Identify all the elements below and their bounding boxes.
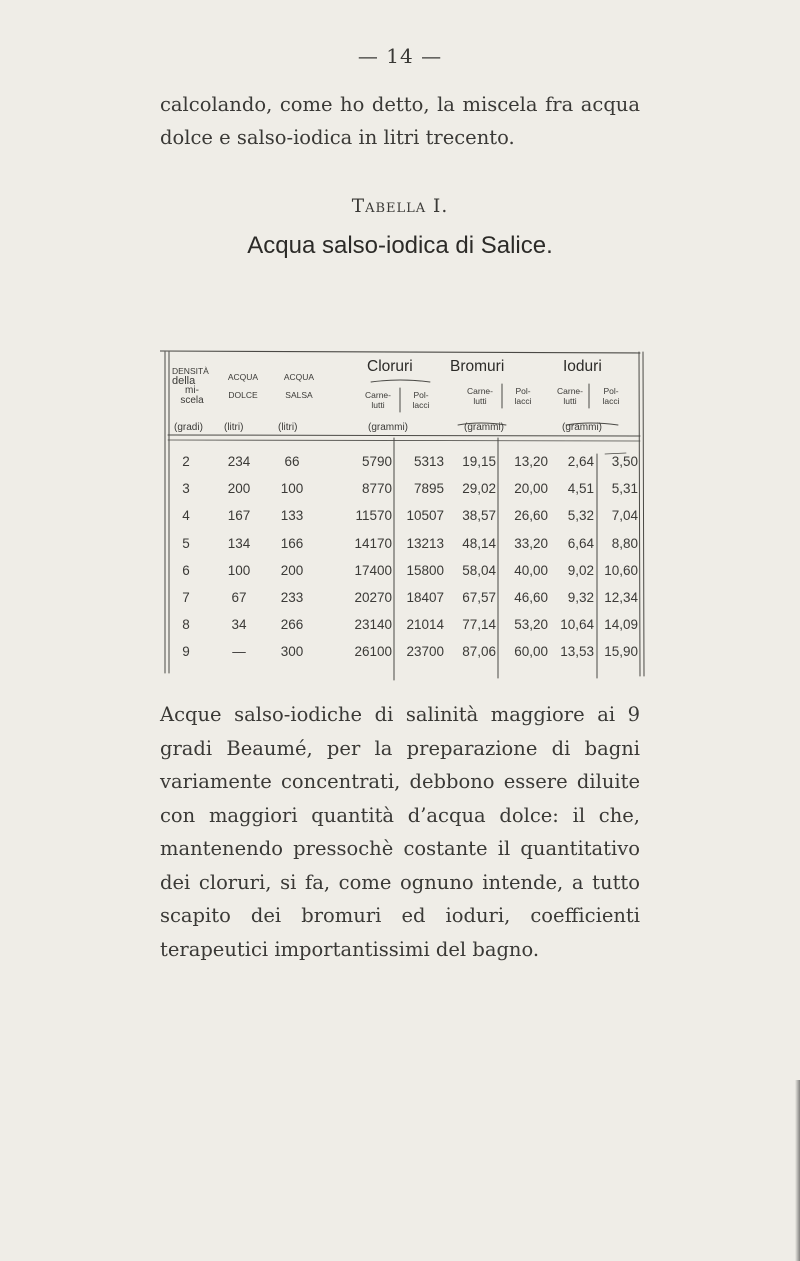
table-cell: 34 xyxy=(231,617,247,633)
table-cell: 67,57 xyxy=(462,590,496,605)
table-cell: 5790 xyxy=(361,454,392,469)
header-densita-line1: DENSITÀ xyxy=(172,366,209,376)
table-cell: 26,60 xyxy=(514,508,548,524)
table-cell: 4,51 xyxy=(567,481,594,497)
header-bromuri-carnefutti-line2: lutti xyxy=(473,396,487,406)
header-densita-unit: (gradi) xyxy=(174,422,203,433)
table-cell: 233 xyxy=(280,590,304,605)
table-cell: 46,60 xyxy=(514,590,548,605)
page-number: — 14 — xyxy=(357,44,443,68)
body-paragraph: Acque salso-iodiche di salinità maggiore ai 9 gradi Beaumé, per la preparazione di bagni variamente concentrati, debbono essere diluite con maggiori quantità d’acqua dolce: il che, mantenendo pressochè costante il quantitativo dei cloruri, si fa, come ognuno intende, a tutto scapito dei bromuri ed ioduri, coefficienti terapeutici importantissimi del bagno. xyxy=(160,703,640,961)
header-bromuri-pollacci xyxy=(508,386,538,406)
table-cell: 134 xyxy=(227,535,251,551)
table-cell: 5313 xyxy=(413,454,444,469)
table-cell: 13,20 xyxy=(514,454,548,469)
table-cell: 18407 xyxy=(406,590,444,605)
table-cell: 21014 xyxy=(406,617,444,633)
table-cell: 2 xyxy=(182,454,190,469)
header-densita-line4: scela xyxy=(180,395,204,406)
table-cell: 60,00 xyxy=(514,644,548,660)
table-cell: 167 xyxy=(227,508,251,524)
table-cell: 14,09 xyxy=(604,617,638,633)
table-cell: 3 xyxy=(182,481,190,497)
table-cell: 100 xyxy=(227,562,251,578)
header-acqua-dolce xyxy=(222,372,264,400)
table-cell: 15800 xyxy=(406,562,444,578)
table-cell: 40,00 xyxy=(514,562,548,578)
table-cell: 9 xyxy=(182,644,190,660)
table-cell: 6 xyxy=(182,562,190,578)
table-cell: 48,14 xyxy=(462,535,496,551)
header-acqua-dolce-line1: ACQUA xyxy=(227,372,259,382)
table-cell: 8770 xyxy=(361,481,392,497)
header-bromuri-pollacci-line2: lacci xyxy=(514,396,532,406)
table-cell: 266 xyxy=(280,617,304,633)
table-cell: 58,04 xyxy=(462,562,496,578)
intro-text: calcolando, come ho detto, la miscela fra acqua dolce e salso-iodica in litri trecento. xyxy=(160,93,640,149)
data-table xyxy=(160,268,648,686)
header-acqua-dolce-unit: (litri) xyxy=(224,422,244,433)
table-cell: 10507 xyxy=(406,508,444,524)
table-cell: 9,32 xyxy=(567,590,594,605)
table-cell: 67 xyxy=(231,590,247,605)
table-cell: 2,64 xyxy=(567,454,594,469)
table-cell: 10,64 xyxy=(560,617,594,633)
header-cloruri-pollacci-line2: lacci xyxy=(412,400,430,410)
table-cell: 8 xyxy=(182,617,190,633)
table-cell: 26100 xyxy=(354,644,392,660)
table-cell: 77,14 xyxy=(462,617,496,633)
header-ioduri-pollacci xyxy=(596,386,626,406)
table-cell: 29,02 xyxy=(462,481,496,497)
header-bromuri: Bromuri xyxy=(450,358,505,375)
header-ioduri-pollacci-line1: Pol- xyxy=(603,386,619,396)
header-cloruri-carnefutti-line2: lutti xyxy=(371,400,385,410)
table-cell: 10,60 xyxy=(604,562,638,578)
table-cell: 19,15 xyxy=(462,454,496,469)
header-cloruri-carnefutti xyxy=(360,390,396,410)
header-acqua-salsa xyxy=(278,372,320,400)
header-densita xyxy=(172,366,212,406)
header-acqua-salsa-line2: SALSA xyxy=(285,390,313,400)
table-cell: 133 xyxy=(280,508,304,524)
header-ioduri-carnefutti-line2: lutti xyxy=(563,396,577,406)
table-cell: 15,90 xyxy=(604,644,638,660)
table-cell: 20,00 xyxy=(514,481,548,497)
header-ioduri-carnefutti xyxy=(552,386,588,406)
table-cell: 14170 xyxy=(354,535,392,551)
table-cell: 300 xyxy=(280,644,304,660)
table-cell: 200 xyxy=(227,481,251,497)
table-cell: 8,80 xyxy=(611,535,638,551)
table-cell: 4 xyxy=(182,508,190,524)
header-ioduri: Ioduri xyxy=(563,358,602,375)
header-bromuri-pollacci-line1: Pol- xyxy=(515,386,531,396)
table-cell: 23140 xyxy=(354,617,392,633)
table-cell: 5 xyxy=(182,535,190,551)
header-ioduri-pollacci-line2: lacci xyxy=(602,396,620,406)
table-cell: 23700 xyxy=(406,644,444,660)
table-cell: — xyxy=(232,644,246,660)
table-cell: 9,02 xyxy=(567,562,594,578)
scan-edge-shadow xyxy=(795,1080,800,1261)
table-cell: 53,20 xyxy=(514,617,548,633)
table-cell: 200 xyxy=(280,562,304,578)
header-cloruri-pollacci xyxy=(406,390,436,410)
table-cell: 12,34 xyxy=(604,590,638,605)
table-cell: 20270 xyxy=(354,590,392,605)
table-cell: 5,31 xyxy=(611,481,638,497)
table-cell: 7,04 xyxy=(611,508,638,524)
table-cell: 33,20 xyxy=(514,535,548,551)
table-cell: 3,50 xyxy=(611,454,638,469)
header-bromuri-carnefutti xyxy=(462,386,498,406)
table-cell: 17400 xyxy=(354,562,392,578)
table-title: Acqua salso-iodica di Salice. xyxy=(247,232,553,259)
header-densita-line2: della xyxy=(172,375,196,387)
header-bromuri-unit: (grammi) xyxy=(464,422,504,433)
header-acqua-salsa-line1: ACQUA xyxy=(283,372,315,382)
table-cell: 5,32 xyxy=(567,508,594,524)
header-cloruri-pollacci-line1: Pol- xyxy=(413,390,429,400)
header-ioduri-unit: (grammi) xyxy=(562,422,602,433)
table-cell: 66 xyxy=(284,454,300,469)
header-densita-line3: mi- xyxy=(185,385,199,396)
header-cloruri: Cloruri xyxy=(367,358,413,375)
header-bromuri-carnefutti-line1: Carne- xyxy=(467,386,493,396)
header-acqua-salsa-unit: (litri) xyxy=(278,422,298,433)
table-cell: 7 xyxy=(182,590,190,605)
table-cell: 234 xyxy=(227,454,251,469)
table-cell: 7895 xyxy=(413,481,444,497)
header-cloruri-unit: (grammi) xyxy=(368,422,408,433)
table-label: Tabella I. xyxy=(351,196,449,217)
table-cell: 6,64 xyxy=(567,535,594,551)
header-acqua-dolce-line2: DOLCE xyxy=(228,390,258,400)
table-cell: 13213 xyxy=(406,535,444,551)
header-ioduri-carnefutti-line1: Carne- xyxy=(557,386,583,396)
table-cell: 100 xyxy=(280,481,304,497)
table-cell: 11570 xyxy=(355,508,392,524)
table-cell: 38,57 xyxy=(462,508,496,524)
header-cloruri-carnefutti-line1: Carne- xyxy=(365,390,391,400)
table-cell: 166 xyxy=(280,535,304,551)
table-cell: 13,53 xyxy=(560,644,594,660)
table-cell: 87,06 xyxy=(462,644,496,660)
